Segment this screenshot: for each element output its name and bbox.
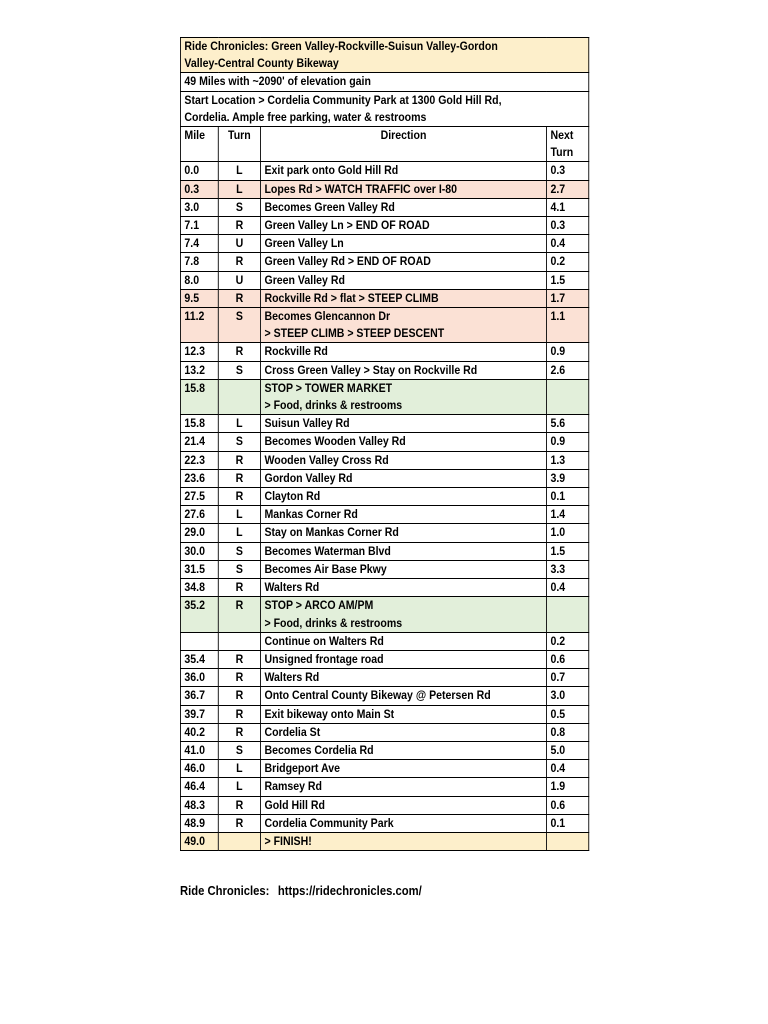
table-row <box>180 524 588 542</box>
direction-line1: Becomes Wooden Valley Rd <box>264 434 406 449</box>
cell-direction <box>261 361 547 379</box>
cell-turn: R <box>218 451 260 469</box>
table-row <box>180 433 588 451</box>
direction-line1: Gordon Valley Rd <box>264 470 353 485</box>
cell-direction <box>261 832 547 850</box>
cell-turn: L <box>218 162 260 180</box>
direction-line1: Mankas Corner Rd <box>264 507 358 522</box>
table-row <box>180 705 588 723</box>
cell-turn: R <box>218 669 260 687</box>
cell-turn: L <box>218 524 260 542</box>
cell-mile: 29.0 <box>180 524 218 542</box>
table-row <box>180 506 588 524</box>
direction-line1: Walters Rd <box>264 580 320 595</box>
cell-next-turn <box>547 597 589 632</box>
direction-line1: Green Valley Rd <box>264 272 345 287</box>
footer-url-link[interactable]: https://ridechronicles.com/ <box>277 884 422 898</box>
cell-mile: 7.4 <box>180 235 218 253</box>
cell-mile: 30.0 <box>180 542 218 560</box>
direction-line1: Green Valley Ln <box>264 236 344 251</box>
cell-turn: S <box>218 361 260 379</box>
cell-turn: R <box>218 469 260 487</box>
cell-turn: S <box>218 308 260 343</box>
table-row <box>180 415 588 433</box>
cell-next-turn: 4.1 <box>547 198 589 216</box>
cell-mile: 12.3 <box>180 343 218 361</box>
cell-direction <box>261 778 547 796</box>
cell-turn: S <box>218 741 260 759</box>
cell-direction <box>261 524 547 542</box>
cell-next-turn: 1.5 <box>547 542 589 560</box>
direction-line1: Suisun Valley Rd <box>264 416 350 431</box>
cell-next-turn: 0.7 <box>547 669 589 687</box>
table-row <box>180 669 588 687</box>
footer-label: Ride Chronicles: <box>180 884 270 898</box>
cell-next-turn: 1.0 <box>547 524 589 542</box>
ride-distance: 49 Miles with ~2090' of elevation gain <box>180 73 588 91</box>
direction-line1: Exit park onto Gold Hill Rd <box>264 163 399 178</box>
cell-next-turn: 1.3 <box>547 451 589 469</box>
direction-line1: Lopes Rd > WATCH TRAFFIC over I-80 <box>264 181 458 196</box>
cell-mile: 31.5 <box>180 560 218 578</box>
cell-next-turn: 0.2 <box>547 632 589 650</box>
start-location <box>180 91 588 126</box>
start-row <box>180 91 588 126</box>
next-turn-line1: Next <box>550 128 574 143</box>
cell-mile: 23.6 <box>180 469 218 487</box>
cell-direction <box>261 217 547 235</box>
cell-mile: 35.4 <box>180 650 218 668</box>
cell-turn: R <box>218 597 260 632</box>
table-row <box>180 235 588 253</box>
direction-line2: > STEEP CLIMB > STEEP DESCENT <box>264 326 445 341</box>
table-row <box>180 579 588 597</box>
cell-direction <box>261 469 547 487</box>
direction-line1: Clayton Rd <box>264 489 321 504</box>
cell-mile: 15.8 <box>180 415 218 433</box>
cell-next-turn: 3.0 <box>547 687 589 705</box>
cell-direction <box>261 379 547 414</box>
next-turn-line2: Turn <box>550 145 574 160</box>
cell-turn: U <box>218 271 260 289</box>
cell-mile: 46.4 <box>180 778 218 796</box>
cell-direction <box>261 669 547 687</box>
direction-line1: Becomes Green Valley Rd <box>264 199 395 214</box>
cell-direction <box>261 814 547 832</box>
column-header-next-turn <box>547 127 589 162</box>
distance-row <box>180 73 588 91</box>
cell-turn: L <box>218 180 260 198</box>
table-row <box>180 180 588 198</box>
ride-title-line2: Valley-Central County Bikeway <box>184 56 339 71</box>
cell-direction <box>261 433 547 451</box>
ride-title <box>180 38 588 73</box>
table-row <box>180 271 588 289</box>
cell-direction <box>261 271 547 289</box>
table-row <box>180 814 588 832</box>
cell-turn: R <box>218 705 260 723</box>
cell-direction <box>261 760 547 778</box>
cell-direction <box>261 235 547 253</box>
direction-line1: Green Valley Ln > END OF ROAD <box>264 218 430 233</box>
cell-mile <box>180 632 218 650</box>
cell-next-turn <box>547 832 589 850</box>
table-row <box>180 542 588 560</box>
table-row <box>180 632 588 650</box>
cell-turn <box>218 632 260 650</box>
cell-direction <box>261 488 547 506</box>
start-location-line1: Start Location > Cordelia Community Park at 1300 Gold Hill Rd, <box>184 92 502 107</box>
table-row <box>180 778 588 796</box>
title-row <box>180 38 588 73</box>
cell-mile: 22.3 <box>180 451 218 469</box>
cell-mile: 15.8 <box>180 379 218 414</box>
cell-turn: L <box>218 506 260 524</box>
table-row <box>180 488 588 506</box>
cell-turn: L <box>218 778 260 796</box>
cell-mile: 35.2 <box>180 597 218 632</box>
cell-next-turn: 0.3 <box>547 162 589 180</box>
cell-mile: 39.7 <box>180 705 218 723</box>
table-row <box>180 379 588 414</box>
cell-direction <box>261 415 547 433</box>
table-row <box>180 217 588 235</box>
direction-line1: Cordelia St <box>264 724 321 739</box>
cell-mile: 27.6 <box>180 506 218 524</box>
column-header-direction: Direction <box>261 127 547 162</box>
cell-direction <box>261 308 547 343</box>
table-row <box>180 253 588 271</box>
cell-mile: 9.5 <box>180 289 218 307</box>
cell-turn: U <box>218 235 260 253</box>
cell-next-turn: 0.4 <box>547 235 589 253</box>
cell-next-turn: 0.2 <box>547 253 589 271</box>
cell-next-turn: 0.3 <box>547 217 589 235</box>
cell-direction <box>261 542 547 560</box>
direction-line1: Onto Central County Bikeway @ Petersen Rd <box>264 688 491 703</box>
cell-turn: R <box>218 289 260 307</box>
cell-mile: 11.2 <box>180 308 218 343</box>
cell-mile: 7.8 <box>180 253 218 271</box>
cell-mile: 0.0 <box>180 162 218 180</box>
column-header-mile: Mile <box>180 127 218 162</box>
cell-mile: 21.4 <box>180 433 218 451</box>
cell-turn: L <box>218 760 260 778</box>
cue-table <box>180 37 589 851</box>
cell-turn <box>218 379 260 414</box>
cell-mile: 7.1 <box>180 217 218 235</box>
cell-next-turn: 2.6 <box>547 361 589 379</box>
cell-direction <box>261 650 547 668</box>
cell-mile: 46.0 <box>180 760 218 778</box>
direction-line1: Green Valley Rd > END OF ROAD <box>264 254 431 269</box>
footer <box>180 884 422 898</box>
cell-direction <box>261 162 547 180</box>
cell-turn: R <box>218 687 260 705</box>
direction-line1: Gold Hill Rd <box>264 797 325 812</box>
cell-mile: 48.3 <box>180 796 218 814</box>
cell-direction <box>261 253 547 271</box>
cell-direction <box>261 289 547 307</box>
table-row <box>180 451 588 469</box>
table-row <box>180 308 588 343</box>
cell-next-turn: 0.4 <box>547 760 589 778</box>
direction-line1: STOP > TOWER MARKET <box>264 380 393 395</box>
table-row <box>180 469 588 487</box>
direction-line1: STOP > ARCO AM/PM <box>264 598 374 613</box>
direction-line1: Becomes Cordelia Rd <box>264 742 374 757</box>
cell-mile: 3.0 <box>180 198 218 216</box>
table-row <box>180 760 588 778</box>
cell-direction <box>261 687 547 705</box>
cell-next-turn: 1.4 <box>547 506 589 524</box>
cell-mile: 41.0 <box>180 741 218 759</box>
cell-mile: 40.2 <box>180 723 218 741</box>
cell-turn: S <box>218 198 260 216</box>
start-location-line2: Cordelia. Ample free parking, water & restrooms <box>184 109 427 124</box>
cell-turn: S <box>218 560 260 578</box>
cell-direction <box>261 451 547 469</box>
table-row <box>180 361 588 379</box>
cell-direction <box>261 198 547 216</box>
cell-turn: R <box>218 579 260 597</box>
direction-line1: Wooden Valley Cross Rd <box>264 452 389 467</box>
cell-next-turn: 0.5 <box>547 705 589 723</box>
cell-next-turn: 2.7 <box>547 180 589 198</box>
cell-direction <box>261 632 547 650</box>
cell-mile: 0.3 <box>180 180 218 198</box>
cell-mile: 48.9 <box>180 814 218 832</box>
cell-next-turn: 5.0 <box>547 741 589 759</box>
direction-line1: Becomes Air Base Pkwy <box>264 561 387 576</box>
cell-next-turn: 1.7 <box>547 289 589 307</box>
cell-next-turn: 0.9 <box>547 433 589 451</box>
cell-direction <box>261 597 547 632</box>
cell-direction <box>261 506 547 524</box>
direction-line1: Bridgeport Ave <box>264 761 340 776</box>
cell-direction <box>261 180 547 198</box>
cell-next-turn: 0.9 <box>547 343 589 361</box>
table-row <box>180 687 588 705</box>
table-row <box>180 796 588 814</box>
cell-mile: 49.0 <box>180 832 218 850</box>
cell-next-turn: 0.4 <box>547 579 589 597</box>
cell-direction <box>261 741 547 759</box>
table-row <box>180 597 588 632</box>
cell-turn: R <box>218 343 260 361</box>
direction-line1: Unsigned frontage road <box>264 651 384 666</box>
direction-line1: Rockville Rd <box>264 344 328 359</box>
cell-mile: 34.8 <box>180 579 218 597</box>
column-header-row <box>180 127 588 162</box>
direction-line1: Becomes Glencannon Dr <box>264 309 391 324</box>
table-row <box>180 832 588 850</box>
cell-turn: R <box>218 723 260 741</box>
direction-line2: > Food, drinks & restrooms <box>264 398 403 413</box>
cell-direction <box>261 723 547 741</box>
cell-turn: S <box>218 433 260 451</box>
cell-next-turn: 3.3 <box>547 560 589 578</box>
table-row <box>180 723 588 741</box>
cell-mile: 27.5 <box>180 488 218 506</box>
cell-next-turn: 3.9 <box>547 469 589 487</box>
cell-next-turn: 0.1 <box>547 488 589 506</box>
ride-title-line1: Ride Chronicles: Green Valley-Rockville-Suisun Valley-Gordon <box>184 39 498 53</box>
cell-mile: 36.0 <box>180 669 218 687</box>
cell-next-turn: 1.9 <box>547 778 589 796</box>
table-row <box>180 289 588 307</box>
cell-direction <box>261 560 547 578</box>
cell-next-turn: 1.5 <box>547 271 589 289</box>
cell-direction <box>261 796 547 814</box>
cell-mile: 8.0 <box>180 271 218 289</box>
cell-turn: R <box>218 814 260 832</box>
direction-line1: Cordelia Community Park <box>264 815 394 830</box>
direction-line1: Stay on Mankas Corner Rd <box>264 525 399 540</box>
table-row <box>180 198 588 216</box>
cell-turn: R <box>218 488 260 506</box>
cell-turn: L <box>218 415 260 433</box>
cell-direction <box>261 705 547 723</box>
direction-line1: Walters Rd <box>264 670 320 685</box>
cell-turn: S <box>218 542 260 560</box>
direction-line1: > FINISH! <box>264 833 312 848</box>
table-row <box>180 560 588 578</box>
cell-direction <box>261 579 547 597</box>
cell-next-turn: 0.6 <box>547 796 589 814</box>
cell-next-turn: 1.1 <box>547 308 589 343</box>
cell-mile: 13.2 <box>180 361 218 379</box>
cell-next-turn <box>547 379 589 414</box>
direction-line1: Exit bikeway onto Main St <box>264 706 395 721</box>
table-row <box>180 650 588 668</box>
direction-line1: Becomes Waterman Blvd <box>264 543 391 558</box>
cell-next-turn: 0.6 <box>547 650 589 668</box>
cell-turn <box>218 832 260 850</box>
cue-sheet <box>180 37 588 851</box>
direction-line1: Continue on Walters Rd <box>264 633 384 648</box>
table-row <box>180 162 588 180</box>
direction-line1: Rockville Rd > flat > STEEP CLIMB <box>264 290 439 305</box>
cell-next-turn: 0.8 <box>547 723 589 741</box>
direction-line1: Ramsey Rd <box>264 779 323 794</box>
cell-turn: R <box>218 217 260 235</box>
cell-next-turn: 5.6 <box>547 415 589 433</box>
column-header-turn: Turn <box>218 127 260 162</box>
direction-line2: > Food, drinks & restrooms <box>264 615 403 630</box>
cell-turn: R <box>218 650 260 668</box>
table-row <box>180 343 588 361</box>
cell-turn: R <box>218 796 260 814</box>
table-row <box>180 741 588 759</box>
cell-direction <box>261 343 547 361</box>
direction-line1: Cross Green Valley > Stay on Rockville Rd <box>264 362 478 377</box>
cell-mile: 36.7 <box>180 687 218 705</box>
cell-turn: R <box>218 253 260 271</box>
cell-next-turn: 0.1 <box>547 814 589 832</box>
